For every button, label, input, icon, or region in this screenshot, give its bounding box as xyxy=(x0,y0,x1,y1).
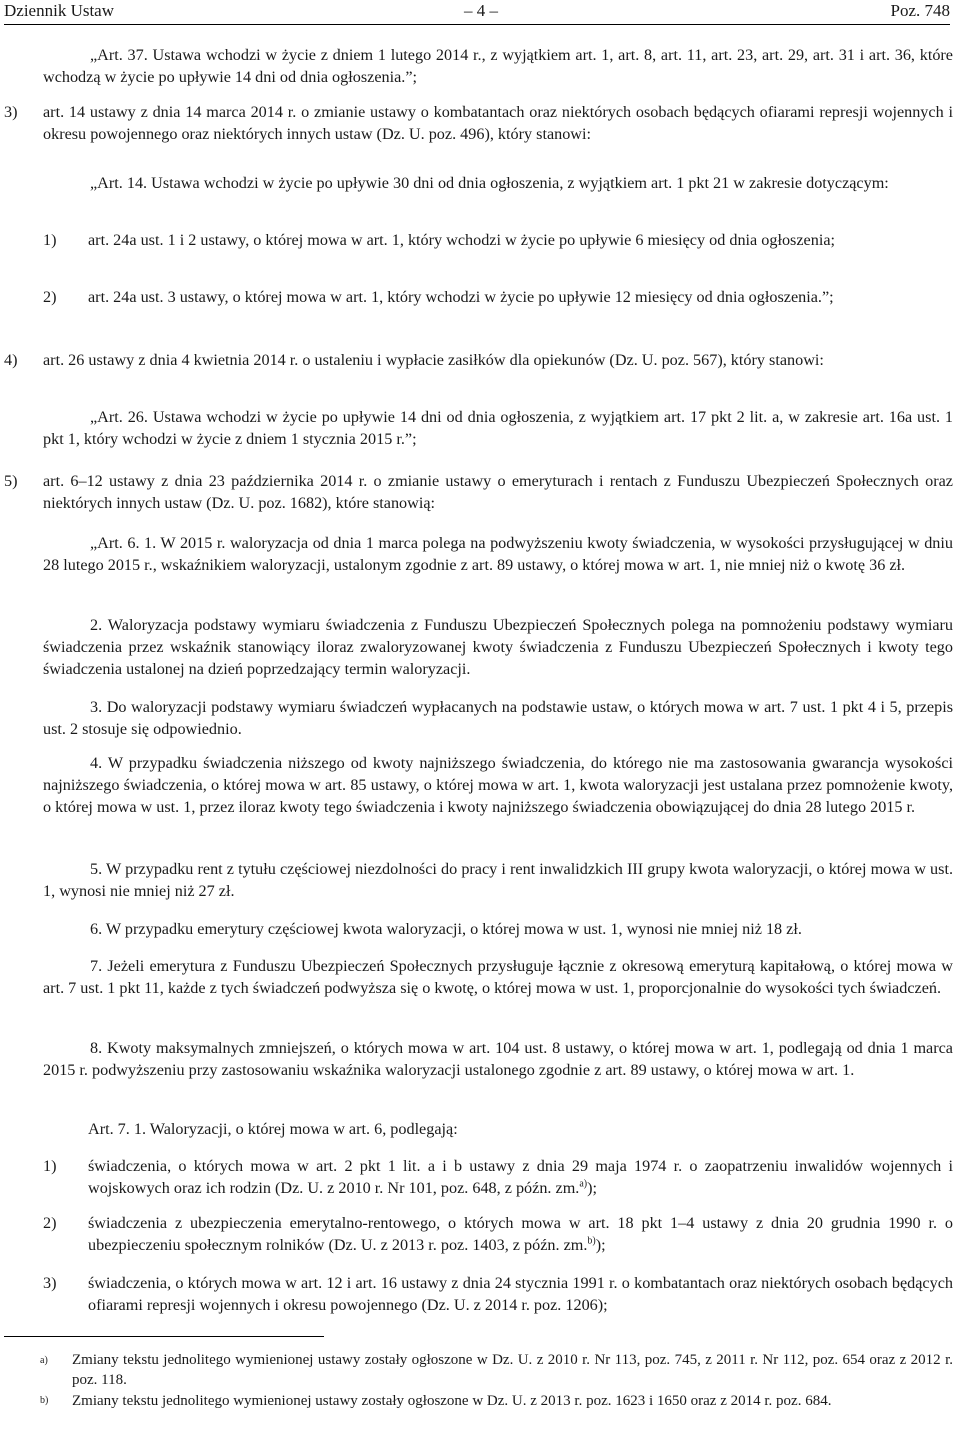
footnote-ref-a[interactable]: a) xyxy=(579,1178,588,1190)
footnote-a: Zmiany tekstu jednolitego wymienionej ustawy zostały ogłoszone w Dz. U. z 2010 r. Nr 113, poz. 745, z 2011 r. Nr 112, poz. 654 oraz z 2012 r. poz. 118. xyxy=(72,1352,953,1388)
article-7-item-1 xyxy=(88,1155,953,1199)
journal-title: Dziennik Ustaw xyxy=(4,1,115,20)
sub-item-number-1: 1) xyxy=(43,231,57,249)
quoted-article-26: „Art. 26. Ustawa wchodzi w życie po upływie 14 dni od dnia ogłoszenia, z wyjątkiem art. 17 pkt 2 lit. a, w zakresie art. 16a ust. 1 pkt 1, który wchodzi w życie z dniem 1 stycznia 2015 r.”; xyxy=(43,408,953,448)
article-7-item-2 xyxy=(88,1212,953,1256)
position-number: Poz. 748 xyxy=(890,1,950,20)
item-number-4: 4) xyxy=(4,351,18,369)
article-6-section-5: 5. W przypadku rent z tytułu częściowej niezdolności do pracy i rent inwalidzkich III grupy kwota waloryzacji, o której mowa w ust. 1, wynosi nie mniej niż 27 zł. xyxy=(43,860,953,900)
article-7-item-1-end: ); xyxy=(587,1179,598,1197)
item-number-3: 3) xyxy=(4,103,18,121)
footnote-ref-b[interactable]: b) xyxy=(587,1235,596,1247)
article-6-section-2: 2. Waloryzacja podstawy wymiaru świadczenia z Funduszu Ubezpieczeń Społecznych polega na pomnożeniu podstawy wymiaru świadczenia przez wskaźnik stanowiący iloraz zwaloryzowanej kwoty świadczenia z Funduszu Ubezpieczeń Społecznych i kwoty tego świadczenia ustalonej na dzień poprzedzający termin waloryzacji. xyxy=(43,616,953,678)
article-6-section-8: 8. Kwoty maksymalnych zmniejszeń, o których mowa w art. 104 ust. 8 ustawy, o której mowa w art. 1, podlegają od dnia 1 marca 2015 r. podwyższeniu przy zastosowaniu wskaźnika waloryzacji ustalonego zgodnie z art. 89 ustawy, o której mowa w art. 1. xyxy=(43,1039,953,1079)
article-7-item-1-text: świadczenia, o których mowa w art. 2 pkt 1 lit. a i b ustawy z dnia 29 maja 1974 r. o zaopatrzeniu inwalidów wojennych i wojskowych oraz ich rodzin (Dz. U. z 2010 r. Nr 101, poz. 648, z późn. zm. xyxy=(88,1157,953,1197)
article-7-heading: Art. 7. 1. Waloryzacji, o której mowa w art. 6, podlegają: xyxy=(88,1120,458,1138)
footnote-mark-a: a) xyxy=(40,1355,48,1366)
article-6-section-7: 7. Jeżeli emerytura z Funduszu Ubezpieczeń Społecznych przysługuje łącznie z okresową emeryturą kapitałową, o której mowa w art. 7 ust. 1 pkt 11, każde z tych świadczeń podwyższa się o kwotę, o której mowa w ust. 1, proporcjonalnie do wysokości tych świadczeń. xyxy=(43,957,953,997)
sub-item-1-text: art. 24a ust. 1 i 2 ustawy, o której mowa w art. 1, który wchodzi w życie po upływie 6 miesięcy od dnia ogłoszenia; xyxy=(88,231,835,249)
page-number: – 4 – xyxy=(464,1,498,20)
footnote-b: Zmiany tekstu jednolitego wymienionej ustawy zostały ogłoszone w Dz. U. z 2013 r. poz. 1623 i 1650 oraz z 2014 r. poz. 684. xyxy=(72,1393,832,1409)
article-6-section-4: 4. W przypadku świadczenia niższego od kwoty najniższego świadczenia, do którego nie ma zastosowania gwarancja wysokości najniższego świadczenia, o której mowa w art. 85 ustawy, o której mowa w art. 1, kwota waloryzacji jest ustalana przez pomnożenie kwoty, o której mowa w ust. 1, przez iloraz kwoty tego świadczenia i kwoty najniższego świadczenia obowiązującej do dnia 28 lutego 2015 r. xyxy=(43,754,953,816)
article-7-item-2-end: ); xyxy=(595,1236,606,1254)
item-number-5: 5) xyxy=(4,472,18,490)
footnote-divider xyxy=(4,1336,324,1337)
item-5-text: art. 6–12 ustawy z dnia 23 października 2014 r. o zmianie ustawy o emeryturach i rentach z Funduszu Ubezpieczeń Społecznych oraz niektórych innych ustaw (Dz. U. poz. 1682), które stanowią: xyxy=(43,472,953,512)
article-6-section-1: „Art. 6. 1. W 2015 r. waloryzacja od dnia 1 marca polega na podwyższeniu kwoty świadczenia, w wysokości przysługującej w dniu 28 lutego 2015 r., wskaźnikiem waloryzacji, ustalonym zgodnie z art. 89 ustawy, o której mowa w art. 1, nie mniej niż o kwotę 36 zł. xyxy=(43,534,953,574)
article-6-section-3: 3. Do waloryzacji podstawy wymiaru świadczeń wypłacanych na podstawie ustaw, o których mowa w art. 7 ust. 1 pkt 4 i 5, przepis ust. 2 stosuje się odpowiednio. xyxy=(43,698,953,738)
article-7-item-3: świadczenia, o których mowa w art. 12 i art. 16 ustawy z dnia 24 stycznia 1991 r. o kombatantach oraz niektórych osobach będących ofiarami represji wojennych i okresu powojennego (Dz. U. z 2014 r. poz. 1206); xyxy=(88,1274,953,1314)
sub-item-number-2: 2) xyxy=(43,288,57,306)
article-6-section-6: 6. W przypadku emerytury częściowej kwota waloryzacji, o której mowa w ust. 1, wynosi nie mniej niż 18 zł. xyxy=(90,920,802,938)
article-7-item-2-text: świadczenia z ubezpieczenia emerytalno-rentowego, o których mowa w art. 18 pkt 1–4 ustawy z dnia 20 grudnia 1990 r. o ubezpieczeniu społecznym rolników (Dz. U. z 2013 r. poz. 1403, z późn. zm. xyxy=(88,1214,953,1254)
article-7-item-number-1: 1) xyxy=(43,1157,57,1175)
quoted-article-37: „Art. 37. Ustawa wchodzi w życie z dniem 1 lutego 2014 r., z wyjątkiem art. 1, art. 8, art. 11, art. 23, art. 29, art. 31 i art. 36, które wchodzą w życie po upływie 14 dni od dnia ogłoszenia.”; xyxy=(43,46,953,86)
footnote-mark-b: b) xyxy=(40,1395,49,1406)
item-4-text: art. 26 ustawy z dnia 4 kwietnia 2014 r. o ustaleniu i wypłacie zasiłków dla opiekunów (Dz. U. poz. 567), który stanowi: xyxy=(43,351,824,369)
page-header xyxy=(4,0,950,25)
article-7-item-number-3: 3) xyxy=(43,1274,57,1292)
quoted-article-14: „Art. 14. Ustawa wchodzi w życie po upływie 30 dni od dnia ogłoszenia, z wyjątkiem art. 1 pkt 21 w zakresie dotyczącym: xyxy=(90,174,889,192)
sub-item-2-text: art. 24a ust. 3 ustawy, o której mowa w art. 1, który wchodzi w życie po upływie 12 miesięcy od dnia ogłoszenia.”; xyxy=(88,288,834,306)
item-3-text: art. 14 ustawy z dnia 14 marca 2014 r. o zmianie ustawy o kombatantach oraz niektórych osobach będących ofiarami represji wojennych i okresu powojennego oraz niektórych innych ustaw (Dz. U. poz. 496), który stanowi: xyxy=(43,103,953,143)
article-7-item-number-2: 2) xyxy=(43,1214,57,1232)
